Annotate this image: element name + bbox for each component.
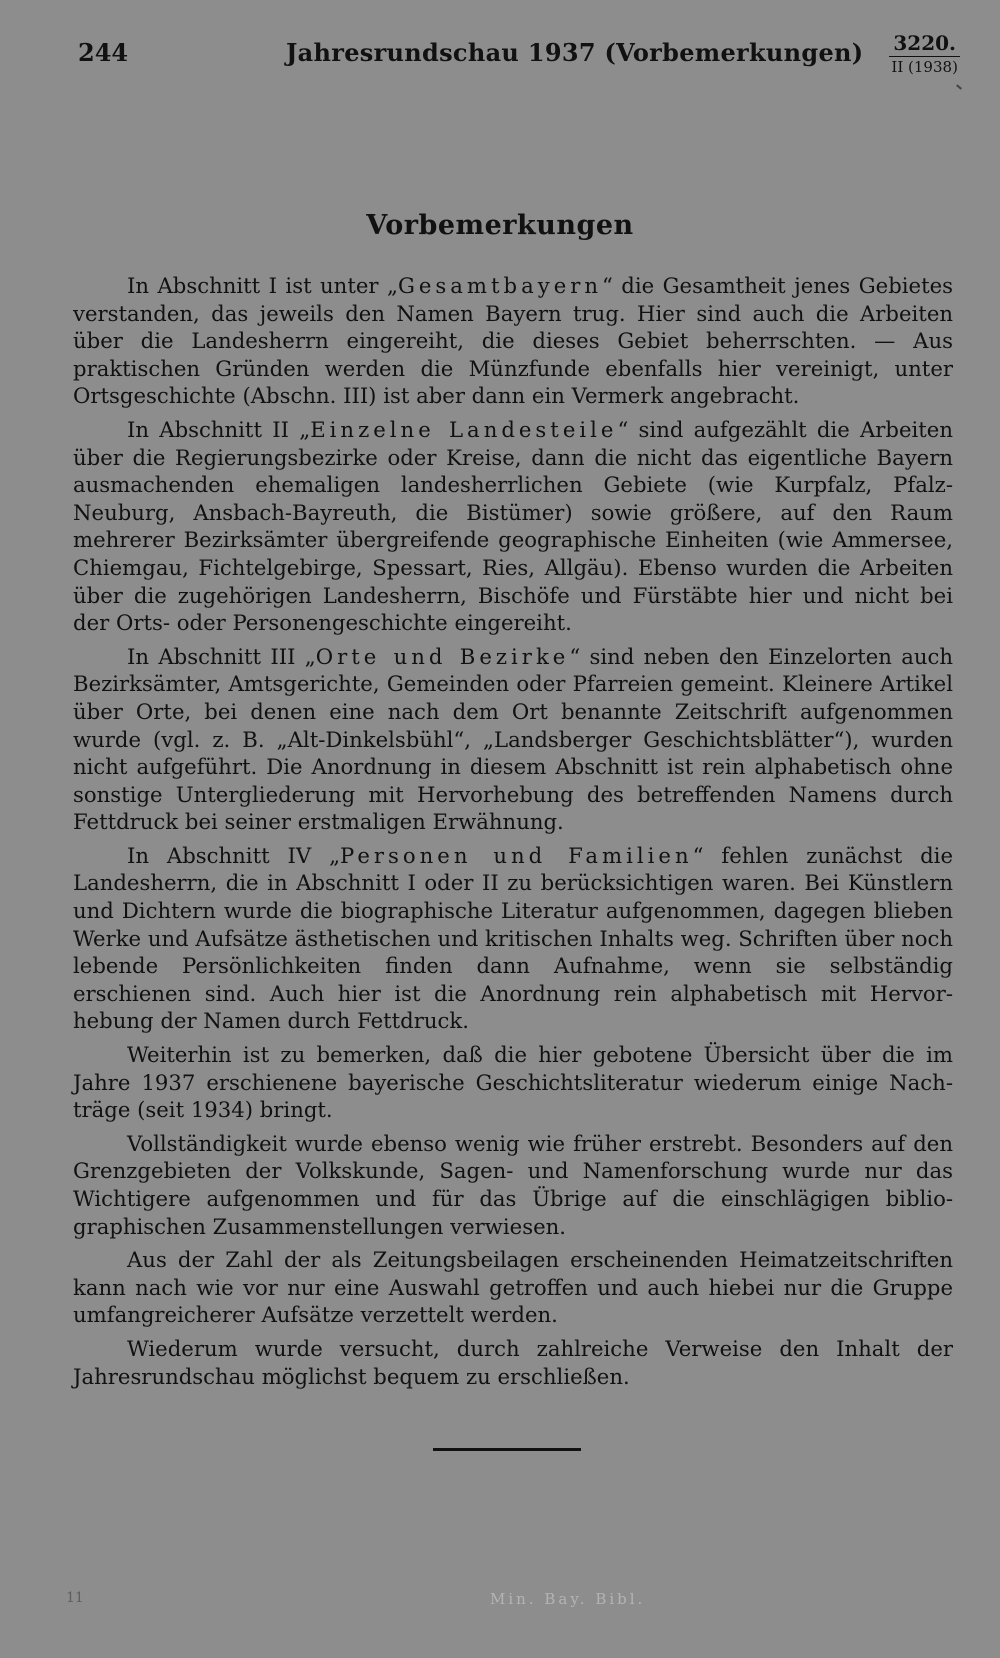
page-number: 244	[78, 38, 129, 67]
volume-number: 3220.	[889, 32, 960, 57]
footer-mark: 11	[66, 1590, 84, 1606]
page-header	[78, 31, 960, 78]
paragraph-text: In Abschnitt III „	[127, 643, 316, 669]
paragraph-text: “ sind aufgezählt die Arbeiten über die Regierungsbezirke oder Kreise, dann die nicht das eigentliche Bayern ausmachenden ehemaligen landesherrlichen Gebiete (wie Kurpfalz, Pfalz-Neuburg, Ansbach-Bayreuth, die Bistümer) sowie größere, auf den Raum mehrerer Bezirksämter übergreifende geographische Einheiten (wie Ammersee, Chiemgau, Fichtelgebirge, Spessart, Ries, Allgäu). Ebenso wurden die Arbeiten über die zugehörigen Landesherrn, Bischöfe und Fürstäbte hier und nicht bei der Orts- oder Personengeschichte eingereiht.	[73, 416, 953, 636]
end-rule	[433, 1448, 581, 1451]
paragraph-8: Wiederum wurde versucht, durch zahlreiche Verweise den Inhalt der Jahresrundschau möglichst bequem zu erschließen.	[73, 1335, 953, 1389]
spaced-term: Gesamtbayern	[397, 273, 603, 298]
library-stamp: Min. Bay. Bibl.	[490, 1590, 646, 1608]
paragraph-7: Aus der Zahl der als Zeitungsbeilagen erscheinenden Heimatzeitschriften kann nach wie vor nur eine Auswahl getroffen und auch hiebei nur die Gruppe umfangreicherer Aufsätze verzettelt werden.	[73, 1247, 953, 1328]
scan-speck	[956, 84, 962, 89]
paragraph-text: In Abschnitt I ist unter „	[127, 273, 398, 298]
paragraph-6: Vollständigkeit wurde ebenso wenig wie früher erstrebt. Besonders auf den Grenzgebieten der Volkskunde, Sagen- und Namenforschung wurde nur das Wichtigere aufgenommen und für das Übrige auf die einschlägigen bibliographischen Zusammenstellungen verwiesen.	[73, 1130, 953, 1239]
spaced-term: Orte und Bezirke	[315, 643, 570, 669]
volume-reference	[889, 32, 960, 76]
paragraph-text: “ die Gesamtheit jenes Gebietes verstanden, das jeweils den Namen Bayern trug. Hier sind auch die Arbeiten über die Landesherrn eingereiht, die dieses Gebiet beherrschten. — Aus praktischen Gründen werden die Münzfunde ebenfalls hier vereinigt, unter Ortsgeschichte (Abschn. III) ist aber dann ein Vermerk angebracht.	[73, 273, 954, 409]
paragraph-3	[73, 643, 953, 836]
paragraph-5: Weiterhin ist zu bemerken, daß die hier gebotene Übersicht über die im Jahre 1937 erschienene bayerische Geschichtsliteratur wiederum einige Nachträge (seit 1934) bringt.	[73, 1042, 953, 1123]
paragraph-2	[73, 416, 953, 637]
paragraph-text: “ fehlen zunächst die Landesherrn, die in Abschnitt I oder II zu berücksichtigen waren. Bei Künstlern und Dichtern wurde die biographische Literatur aufgenommen, dagegen blieben Werke und Aufsätze ästhetischen und kritischen Inhalts weg. Schriften über noch lebende Persönlichkeiten finden dann Aufnahme, wenn sie selbständig erschienen sind. Auch hier ist die Anordnung rein alphabetisch mit Hervorhebung der Namen durch Fettdruck.	[73, 842, 954, 1034]
spaced-term: Einzelne Landesteile	[310, 416, 618, 442]
paragraph-text: In Abschnitt II „	[127, 416, 311, 442]
volume-year: II (1938)	[891, 58, 958, 76]
running-title: Jahresrundschau 1937 (Vorbemerkungen)	[286, 38, 864, 67]
paragraph-4	[73, 842, 953, 1035]
section-title: Vorbemerkungen	[366, 210, 634, 241]
spaced-term: Personen und Familien	[340, 842, 693, 868]
paragraph-1	[73, 272, 953, 410]
paragraph-text: “ sind neben den Einzelorten auch Bezirksämter, Amtsgerichte, Gemeinden oder Pfarreien gemeint. Kleinere Artikel über Orte, bei denen eine nach dem Ort benannte Zeitschrift aufgenommen wurde (vgl. z. B. „Alt-Dinkelsbühl“, „Landsberger Geschichtsblätter“), wurden nicht aufgeführt. Die Anordnung in diesem Abschnitt ist rein alphabetisch ohne sonstige Untergliederung mit Hervorhebung des betreffenden Namens durch Fettdruck bei seiner erstmaligen Erwähnung.	[73, 643, 953, 835]
body-text	[73, 272, 953, 1396]
paragraph-text: In Abschnitt IV „	[127, 842, 341, 868]
